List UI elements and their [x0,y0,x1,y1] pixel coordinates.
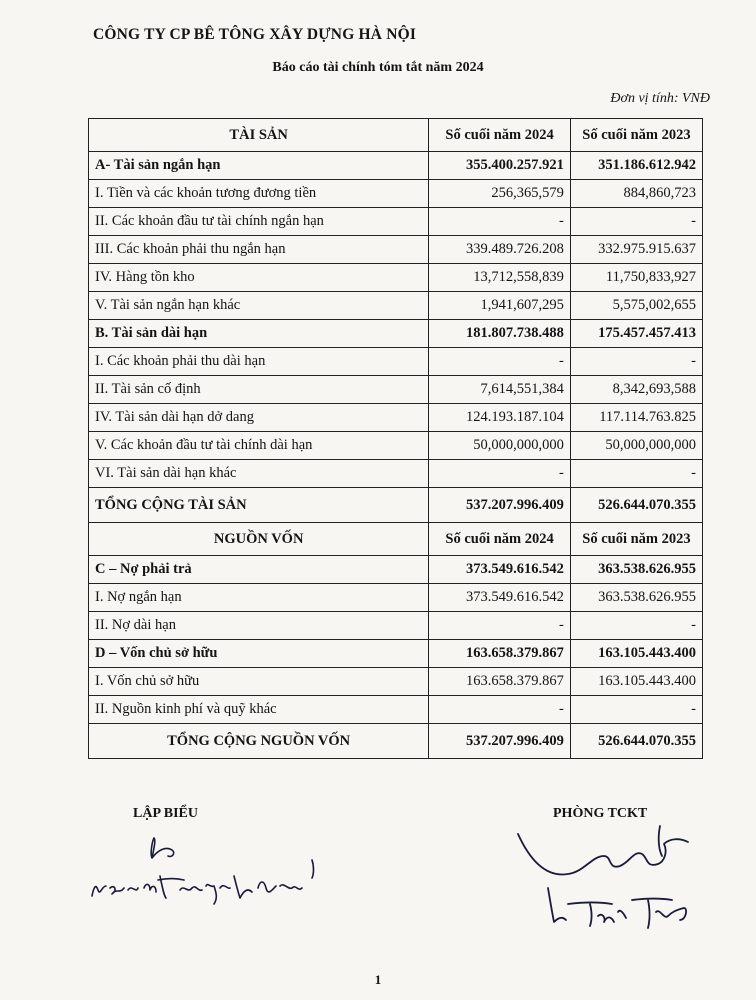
prepared-by-title: LẬP BIỂU [133,806,198,821]
column-2023: Số cuối năm 2023 [570,119,702,152]
row-label: A- Tài sản ngắn hạn [89,152,429,180]
table-row [89,152,703,180]
value-2023: - [570,348,702,376]
table-row [89,180,703,208]
table-row [89,320,703,348]
row-label: V. Tài sản ngắn hạn khác [89,292,429,320]
table-row [89,292,703,320]
total-assets-2024: 537.207.996.409 [429,488,571,523]
value-2024: - [429,612,571,640]
value-2024: - [429,460,571,488]
row-label: II. Tài sản cố định [89,376,429,404]
row-label: I. Vốn chủ sở hữu [89,668,429,696]
row-label: III. Các khoản phải thu ngắn hạn [89,236,429,264]
table-row [89,236,703,264]
value-2023: 351.186.612.942 [570,152,702,180]
column-2023: Số cuối năm 2023 [570,523,702,556]
value-2023: - [570,460,702,488]
value-2023: - [570,612,702,640]
value-2024: - [429,208,571,236]
total-sources-2024: 537.207.996.409 [429,724,571,759]
total-sources-label: TỔNG CỘNG NGUỒN VỐN [89,724,429,759]
company-name: CÔNG TY CP BÊ TÔNG XÂY DỰNG HÀ NỘI [93,26,417,43]
value-2024: 181.807.738.488 [429,320,571,348]
table-row [89,376,703,404]
value-2024: - [429,348,571,376]
value-2024: 7,614,551,384 [429,376,571,404]
sources-column-title: NGUỒN VỐN [89,523,429,556]
value-2024: 256,365,579 [429,180,571,208]
row-label: IV. Hàng tồn kho [89,264,429,292]
row-label: I. Các khoản phải thu dài hạn [89,348,429,376]
table-row [89,404,703,432]
column-2024: Số cuối năm 2024 [429,523,571,556]
table-row [89,208,703,236]
table-row [89,264,703,292]
row-label: II. Nợ dài hạn [89,612,429,640]
value-2024: 163.658.379.867 [429,668,571,696]
row-label: I. Tiền và các khoản tương đương tiền [89,180,429,208]
row-label: B. Tài sản dài hạn [89,320,429,348]
value-2023: 175.457.457.413 [570,320,702,348]
sources-total-row [89,724,703,759]
total-sources-2023: 526.644.070.355 [570,724,702,759]
assets-total-row [89,488,703,523]
row-label: C – Nợ phải trả [89,556,429,584]
row-label: II. Các khoản đầu tư tài chính ngắn hạn [89,208,429,236]
value-2024: 13,712,558,839 [429,264,571,292]
table-row [89,668,703,696]
value-2024: 339.489.726.208 [429,236,571,264]
sources-header-row [89,523,703,556]
accounting-head-signature [508,816,708,936]
preparer-signature [80,828,340,908]
row-label: V. Các khoản đầu tư tài chính dài hạn [89,432,429,460]
row-label: IV. Tài sản dài hạn dở dang [89,404,429,432]
report-subtitle: Báo cáo tài chính tóm tắt năm 2024 [272,60,484,75]
page-number: 1 [374,972,382,987]
value-2023: - [570,696,702,724]
value-2023: 363.538.626.955 [570,584,702,612]
value-2024: 124.193.187.104 [429,404,571,432]
assets-header-row [89,119,703,152]
total-assets-label: TỔNG CỘNG TÀI SẢN [89,488,429,523]
financial-table [88,118,703,759]
value-2023: 332.975.915.637 [570,236,702,264]
row-label: II. Nguồn kinh phí và quỹ khác [89,696,429,724]
value-2023: 11,750,833,927 [570,264,702,292]
total-assets-2023: 526.644.070.355 [570,488,702,523]
table-row [89,612,703,640]
value-2024: 163.658.379.867 [429,640,571,668]
value-2023: 163.105.443.400 [570,640,702,668]
value-2023: 50,000,000,000 [570,432,702,460]
value-2024: 50,000,000,000 [429,432,571,460]
value-2024: 1,941,607,295 [429,292,571,320]
value-2023: 363.538.626.955 [570,556,702,584]
value-2023: 163.105.443.400 [570,668,702,696]
value-2024: - [429,696,571,724]
table-row [89,348,703,376]
value-2023: 884,860,723 [570,180,702,208]
row-label: D – Vốn chủ sở hữu [89,640,429,668]
table-row [89,460,703,488]
currency-unit: Đơn vị tính: VNĐ [610,91,710,106]
row-label: I. Nợ ngắn hạn [89,584,429,612]
table-row [89,640,703,668]
value-2023: 8,342,693,588 [570,376,702,404]
assets-column-title: TÀI SẢN [89,119,429,152]
table-row [89,584,703,612]
value-2023: - [570,208,702,236]
table-row [89,556,703,584]
value-2023: 5,575,002,655 [570,292,702,320]
value-2024: 373.549.616.542 [429,584,571,612]
table-row [89,432,703,460]
value-2024: 373.549.616.542 [429,556,571,584]
accounting-dept-title: PHÒNG TCKT [553,806,648,821]
value-2024: 355.400.257.921 [429,152,571,180]
row-label: VI. Tài sản dài hạn khác [89,460,429,488]
table-row [89,696,703,724]
value-2023: 117.114.763.825 [570,404,702,432]
column-2024: Số cuối năm 2024 [429,119,571,152]
